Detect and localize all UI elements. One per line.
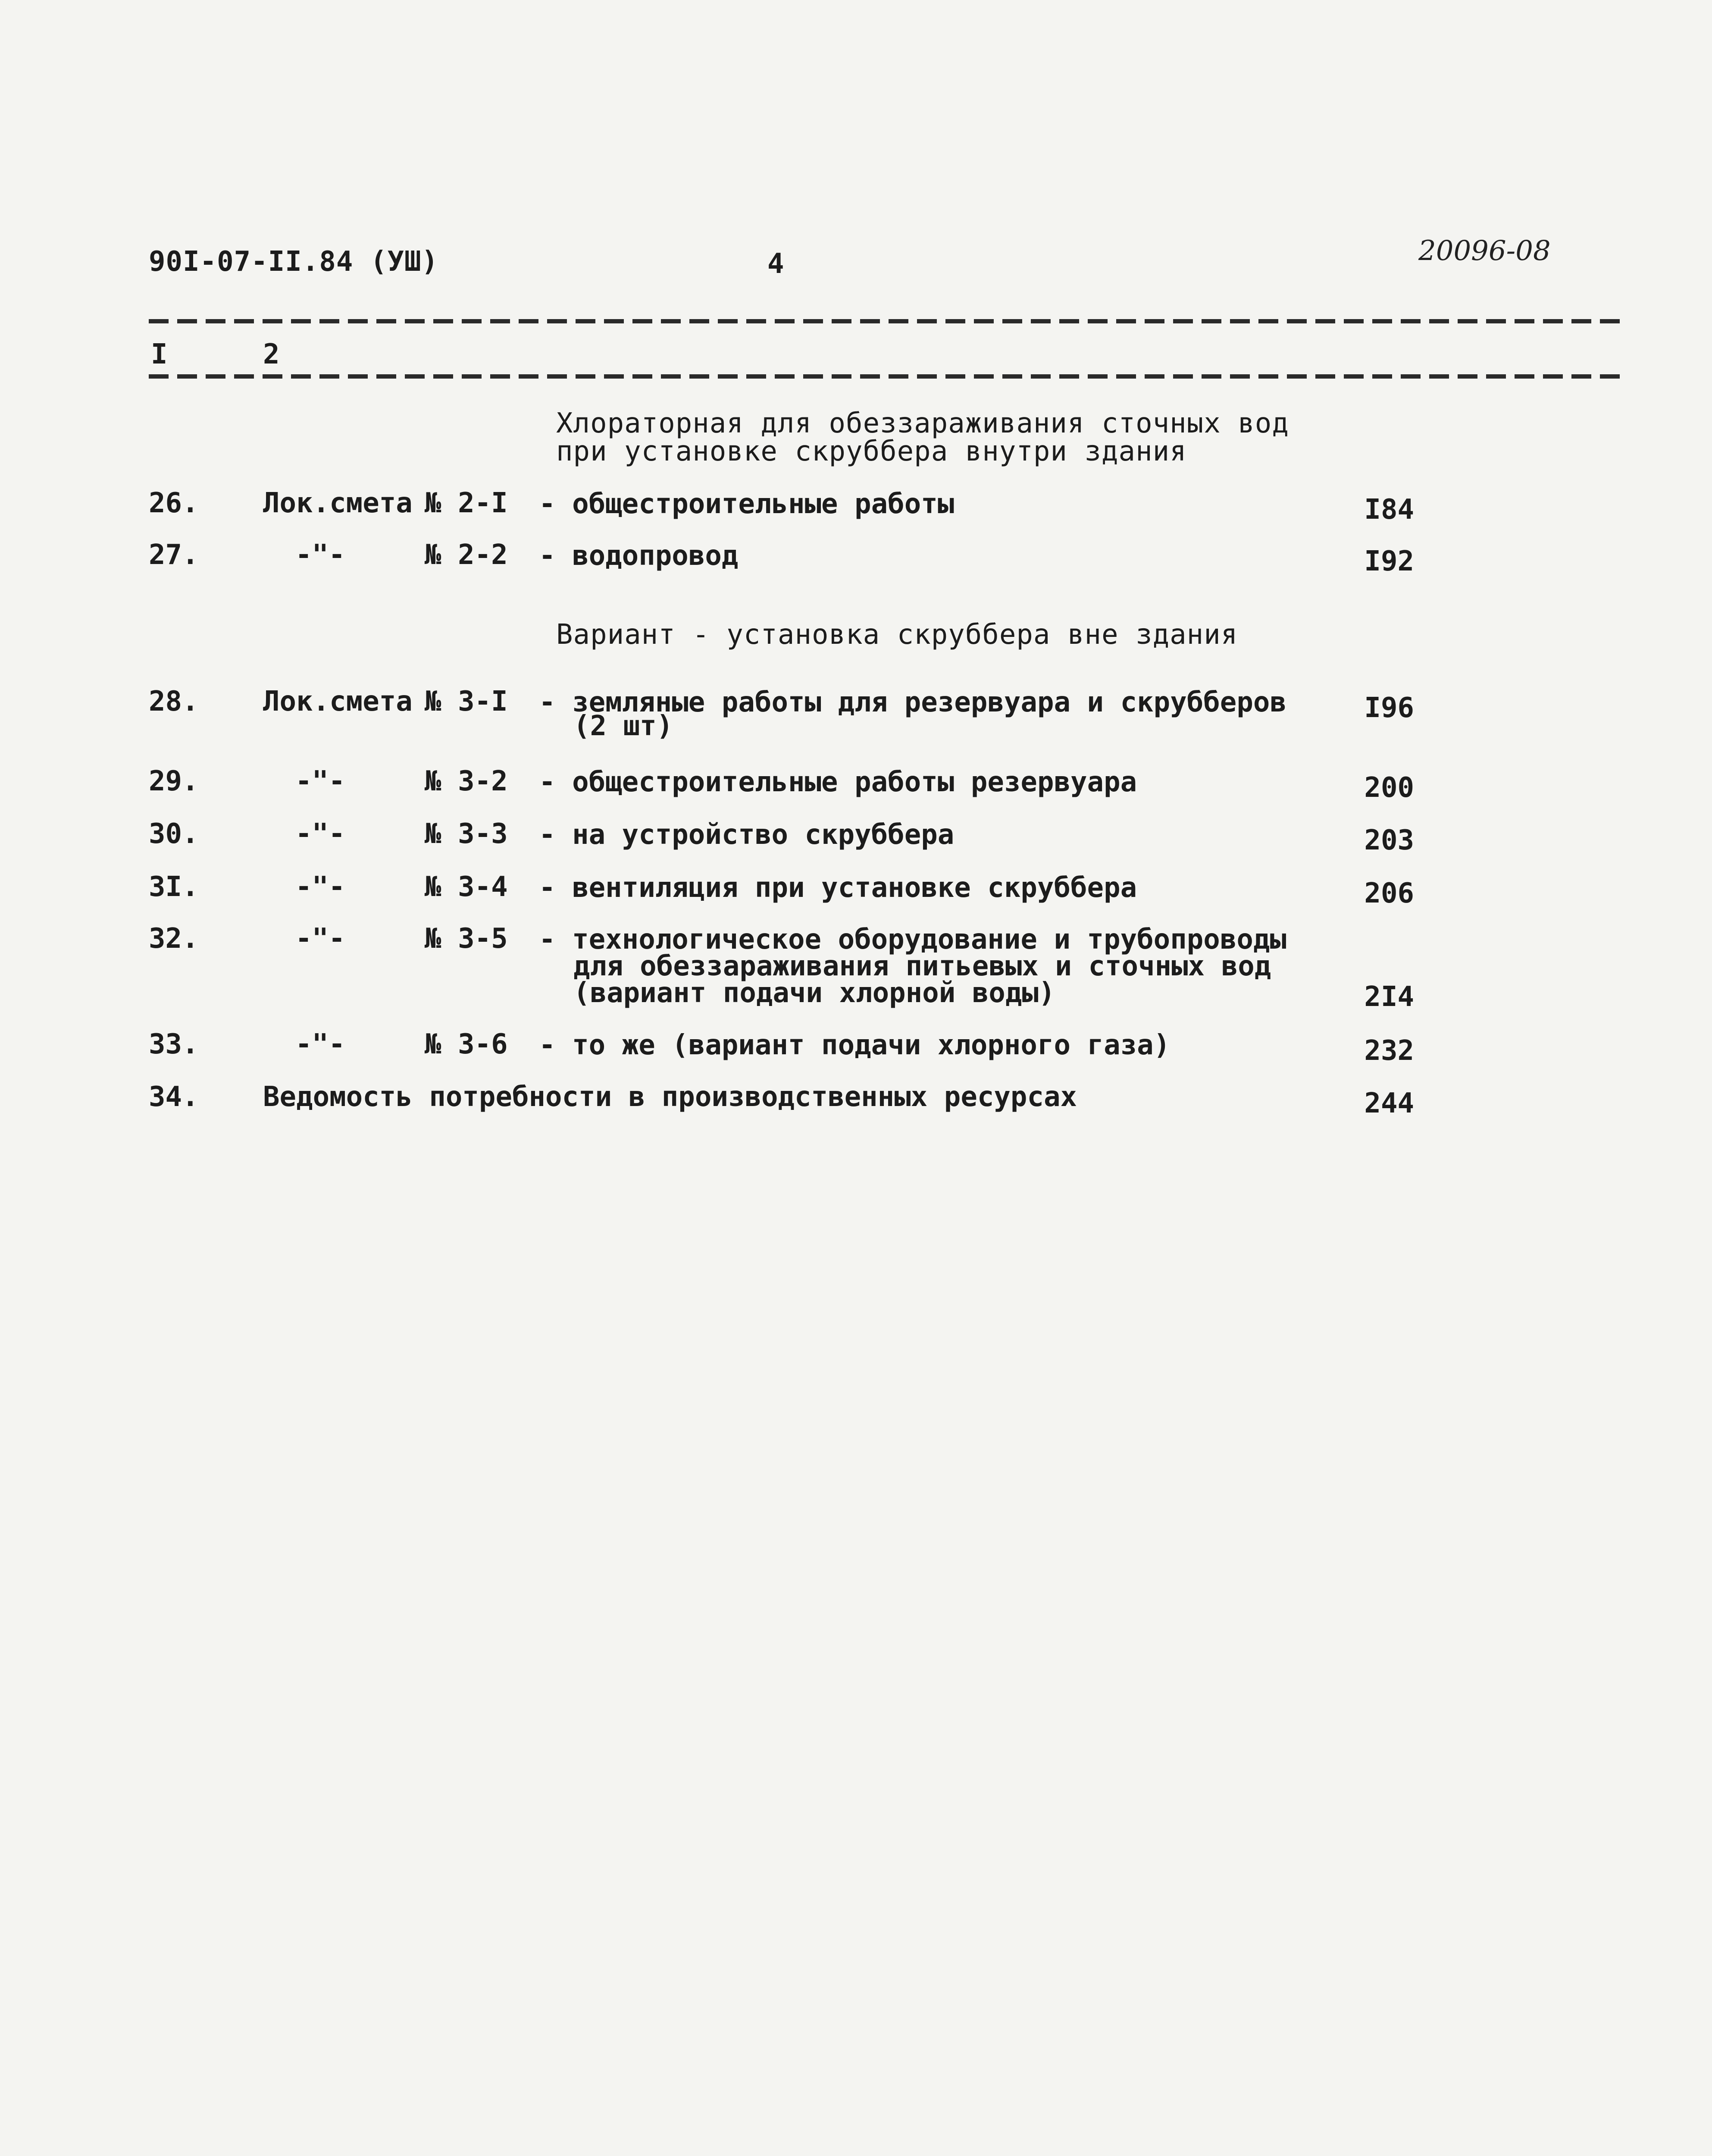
page-number: 4 — [767, 248, 785, 280]
row-description: - на устройство скруббера — [539, 819, 955, 851]
section1-title-line1: Хлораторная для обеззараживания сточных вод — [556, 407, 1289, 439]
section1-title-line2: при установке скруббера внутри здания — [556, 436, 1187, 467]
row-description: - общестроительные работы — [539, 488, 955, 520]
row-document: Лок.смета — [263, 686, 413, 718]
column-header-1: I — [151, 338, 168, 370]
row-description-cont: для обеззараживания питьевых и сточных вод — [573, 950, 1271, 982]
row-page: 232 — [1364, 1035, 1414, 1067]
row-number: 28. — [149, 686, 199, 718]
row-page: I84 — [1364, 494, 1414, 526]
row-document-ditto: -"- — [295, 539, 345, 571]
row-code: № 3-4 — [425, 871, 508, 903]
row-number: 34. — [149, 1081, 199, 1113]
section2-title: Вариант - установка скруббера вне здания — [556, 619, 1238, 651]
row-page: 206 — [1364, 877, 1414, 909]
row-document-ditto: -"- — [295, 818, 345, 850]
row-page: I96 — [1364, 692, 1414, 724]
row-document-ditto: -"- — [295, 1028, 345, 1060]
row-document-ditto: -"- — [295, 765, 345, 797]
row-document-ditto: -"- — [295, 871, 345, 903]
row-number: 3I. — [149, 871, 199, 903]
bottom-dashed-rule — [149, 374, 1623, 379]
row-description: - то же (вариант подачи хлорного газа) — [539, 1029, 1171, 1061]
row-code: № 2-I — [425, 487, 508, 519]
row-number: 32. — [149, 923, 199, 955]
row-page: 200 — [1364, 772, 1414, 804]
row-code: № 3-6 — [425, 1028, 508, 1060]
column-header-2: 2 — [263, 338, 280, 370]
row-description: - вентиляция при установке скруббера — [539, 872, 1137, 904]
row-number: 30. — [149, 818, 199, 850]
row-code: № 3-2 — [425, 765, 508, 797]
row-code: № 3-3 — [425, 818, 508, 850]
row-number: 26. — [149, 487, 199, 519]
document-code: 90I-07-II.84 (УШ) — [149, 246, 439, 278]
row-code: № 3-5 — [425, 923, 508, 955]
row-description: - водопровод — [539, 540, 739, 572]
row-page: 203 — [1364, 824, 1414, 856]
row-page: I92 — [1364, 545, 1414, 577]
row-document: Лок.смета — [263, 487, 413, 519]
row-description-cont: (вариант подачи хлорной воды) — [573, 977, 1055, 1009]
row-code: № 3-I — [425, 686, 508, 718]
row-number: 33. — [149, 1028, 199, 1060]
row-description: - технологическое оборудование и трубопроводы — [539, 924, 1286, 956]
row-number: 27. — [149, 539, 199, 571]
archive-number: 20096-08 — [1418, 235, 1551, 267]
row-document-ditto: -"- — [295, 923, 345, 955]
row-description: - земляные работы для резервуара и скрубберов — [539, 686, 1286, 718]
row-code: № 2-2 — [425, 539, 508, 571]
row-description: Ведомость потребности в производственных ресурсах — [263, 1081, 1077, 1113]
top-dashed-rule — [149, 319, 1623, 323]
row-page: 244 — [1364, 1087, 1414, 1119]
row-description-cont: (2 шт) — [573, 710, 673, 742]
row-page: 2I4 — [1364, 981, 1414, 1013]
row-description: - общестроительные работы резервуара — [539, 766, 1137, 798]
row-number: 29. — [149, 765, 199, 797]
